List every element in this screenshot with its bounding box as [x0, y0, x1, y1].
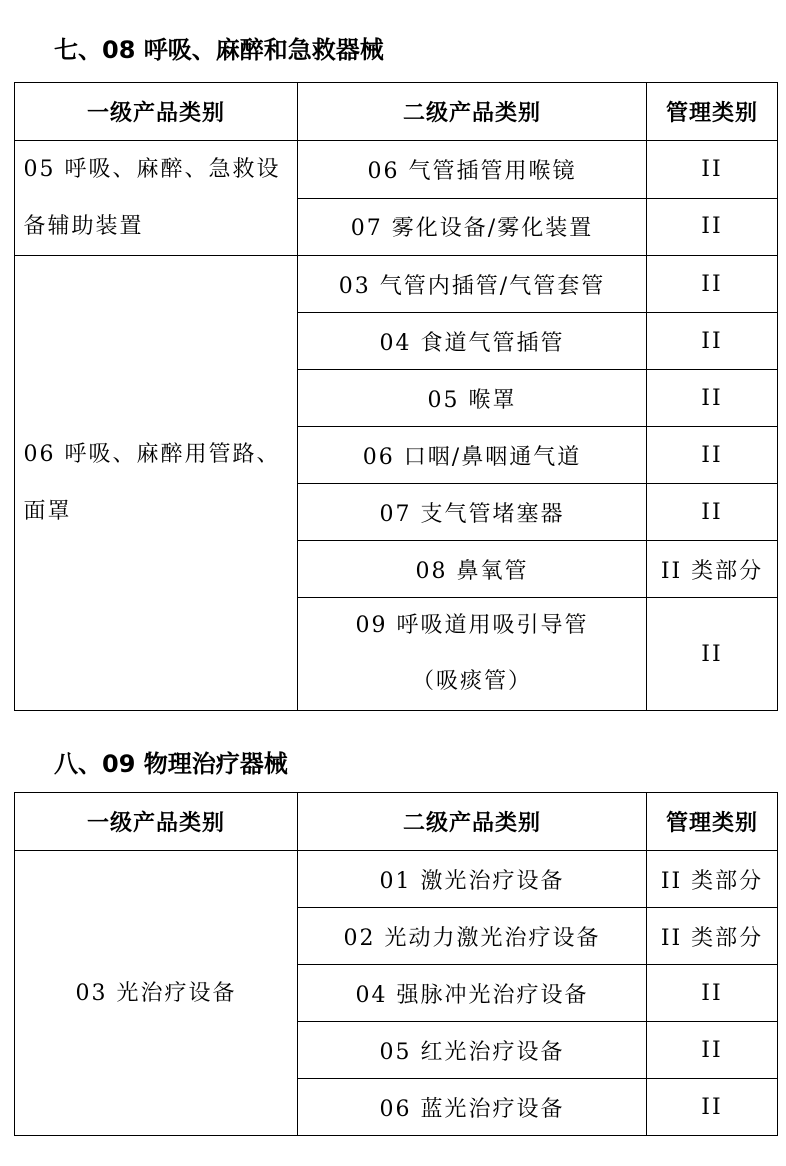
level2-category-line: 09 呼吸道用吸引导管	[355, 613, 589, 638]
header-level1-category: 一级产品类别	[15, 793, 298, 851]
management-class-cell: II 类部分	[647, 541, 778, 598]
management-class-cell: II	[647, 1079, 778, 1136]
table-row	[15, 851, 778, 908]
management-class-cell: II 类部分	[647, 908, 778, 965]
management-class-cell: II	[647, 484, 778, 541]
section-title-respiratory: 七、08 呼吸、麻醉和急救器械	[54, 36, 384, 64]
level1-category-label: 06 呼吸、麻醉用管路、面罩	[23, 442, 281, 524]
physical-therapy-device-table	[14, 792, 778, 1136]
table-row	[15, 256, 778, 313]
level2-category-cell: 06 气管插管用喉镜	[298, 141, 647, 199]
level1-category-label: 05 呼吸、麻醉、急救设备辅助装置	[23, 157, 281, 239]
level1-category-label: 03 光治疗设备	[75, 980, 237, 1006]
management-class-cell: II	[647, 1022, 778, 1079]
level1-category-cell	[15, 256, 298, 711]
management-class-cell: II	[647, 198, 778, 256]
level2-category-cell: 04 食道气管插管	[298, 313, 647, 370]
level2-category-cell: 03 气管内插管/气管套管	[298, 256, 647, 313]
header-level2-category: 二级产品类别	[298, 83, 647, 141]
table-header-row	[15, 793, 778, 851]
section-title-physical-therapy: 八、09 物理治疗器械	[54, 750, 288, 778]
management-class-cell: II	[647, 965, 778, 1022]
table-header-row	[15, 83, 778, 141]
level2-category-cell	[298, 598, 647, 711]
level2-category-cell: 06 口咽/鼻咽通气道	[298, 427, 647, 484]
level2-category-cell: 01 激光治疗设备	[298, 851, 647, 908]
header-management-class: 管理类别	[647, 83, 778, 141]
header-level1-category: 一级产品类别	[15, 83, 298, 141]
management-class-cell: II	[647, 598, 778, 711]
management-class-cell: II	[647, 370, 778, 427]
level1-category-cell	[15, 141, 298, 256]
level2-category-cell: 07 支气管堵塞器	[298, 484, 647, 541]
management-class-cell: II	[647, 427, 778, 484]
level2-category-line: （吸痰管）	[411, 669, 532, 694]
management-class-cell: II	[647, 313, 778, 370]
management-class-cell: II	[647, 141, 778, 199]
level2-category-cell: 07 雾化设备/雾化装置	[298, 198, 647, 256]
level2-category-cell: 02 光动力激光治疗设备	[298, 908, 647, 965]
level2-category-cell: 04 强脉冲光治疗设备	[298, 965, 647, 1022]
level2-category-cell: 06 蓝光治疗设备	[298, 1079, 647, 1136]
level1-category-cell	[15, 851, 298, 1136]
header-level2-category: 二级产品类别	[298, 793, 647, 851]
table-row	[15, 141, 778, 199]
management-class-cell: II 类部分	[647, 851, 778, 908]
header-management-class: 管理类别	[647, 793, 778, 851]
level2-category-cell: 05 喉罩	[298, 370, 647, 427]
respiratory-device-table	[14, 82, 778, 711]
level2-category-cell: 05 红光治疗设备	[298, 1022, 647, 1079]
management-class-cell: II	[647, 256, 778, 313]
level2-category-cell: 08 鼻氧管	[298, 541, 647, 598]
